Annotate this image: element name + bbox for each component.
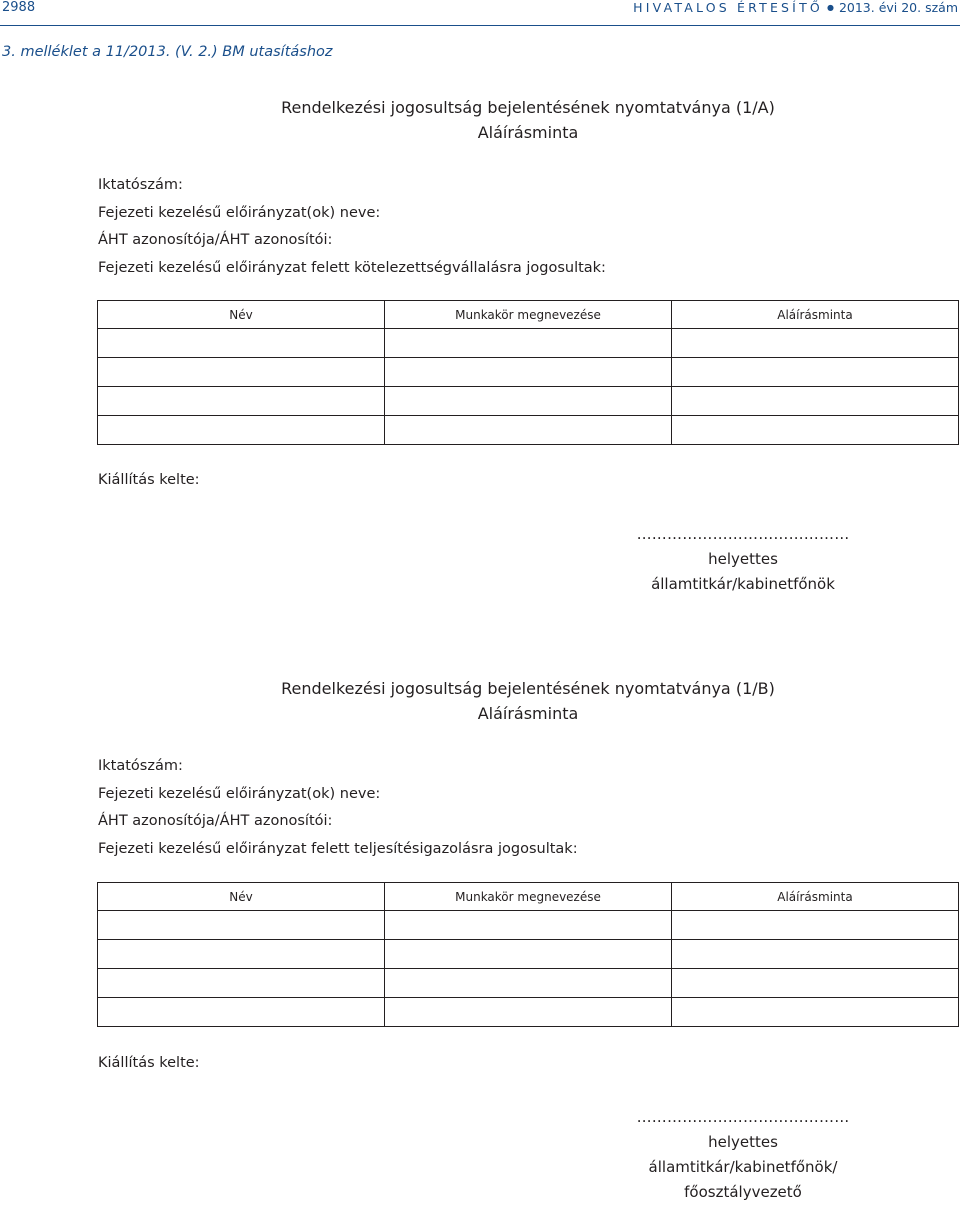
signatory-title-line: főosztályvezető (684, 1183, 802, 1201)
table-row (98, 969, 959, 998)
table-cell[interactable] (98, 911, 385, 940)
field-eloiranyzat-neve: Fejezeti kezelésű előirányzat(ok) neve: (98, 204, 381, 221)
table-cell[interactable] (672, 969, 959, 998)
table-row (98, 358, 959, 387)
table-cell[interactable] (672, 911, 959, 940)
column-header-alairasminta: Aláírásminta (672, 883, 959, 911)
table-cell[interactable] (672, 940, 959, 969)
table-cell[interactable] (98, 416, 385, 445)
form-b-issue-date-label: Kiállítás kelte: (98, 1055, 200, 1071)
form-b-signature-block (612, 1105, 874, 1205)
table-cell[interactable] (672, 998, 959, 1027)
form-b-subtitle: Aláírásminta (477, 704, 579, 723)
page-number: 2988 (2, 0, 36, 15)
form-b-signature-table (97, 882, 959, 1027)
form-a-signature-table (97, 300, 959, 445)
field-aht-azonosito: ÁHT azonosítója/ÁHT azonosítói: (98, 232, 333, 248)
field-eloiranyzat-neve: Fejezeti kezelésű előirányzat(ok) neve: (98, 785, 381, 802)
form-b-fields (98, 753, 578, 863)
table-cell[interactable] (98, 940, 385, 969)
column-header-alairasminta: Aláírásminta (672, 301, 959, 329)
table-cell[interactable] (385, 329, 672, 358)
column-header-nev: Név (98, 301, 385, 329)
table-cell[interactable] (98, 329, 385, 358)
table-cell[interactable] (385, 911, 672, 940)
table-row (98, 998, 959, 1027)
table-cell[interactable] (385, 969, 672, 998)
table-cell[interactable] (98, 998, 385, 1027)
table-cell[interactable] (385, 387, 672, 416)
column-header-munkakor: Munkakör megnevezése (385, 883, 672, 911)
field-jogosultak: Fejezeti kezelésű előirányzat felett kötelezettségvállalásra jogosultak: (98, 259, 606, 276)
table-cell[interactable] (672, 329, 959, 358)
field-jogosultak: Fejezeti kezelésű előirányzat felett teljesítésigazolásra jogosultak: (98, 840, 578, 857)
journal-header (633, 0, 958, 16)
header-divider (0, 25, 960, 26)
column-header-munkakor: Munkakör megnevezése (385, 301, 672, 329)
signatory-title-line: helyettes (708, 1133, 778, 1151)
form-a-fields (98, 172, 606, 282)
issue-number: 2013. évi 20. szám (838, 0, 958, 15)
table-cell[interactable] (98, 358, 385, 387)
column-header-nev: Név (98, 883, 385, 911)
table-cell[interactable] (672, 416, 959, 445)
table-cell[interactable] (98, 969, 385, 998)
table-row (98, 911, 959, 940)
signatory-title-line: államtitkár/kabinetfőnök/ (648, 1158, 838, 1176)
annex-title: 3. melléklet a 11/2013. (V. 2.) BM utasításhoz (2, 44, 333, 60)
signatory-title-line: helyettes (708, 550, 778, 568)
journal-name: HIVATALOS ÉRTESÍTŐ (633, 0, 823, 15)
table-cell[interactable] (385, 940, 672, 969)
table-row (98, 329, 959, 358)
bullet-icon: ● (826, 3, 834, 12)
form-a-issue-date-label: Kiállítás kelte: (98, 472, 200, 488)
field-iktatoszam: Iktatószám: (98, 177, 183, 193)
form-b-title: Rendelkezési jogosultság bejelentésének nyomtatványa (1/B) (281, 679, 775, 698)
form-a-signature-block (612, 522, 874, 597)
table-cell[interactable] (672, 358, 959, 387)
table-row (98, 416, 959, 445)
table-cell[interactable] (98, 387, 385, 416)
field-iktatoszam: Iktatószám: (98, 758, 183, 774)
table-header-row (98, 883, 959, 911)
table-cell[interactable] (385, 998, 672, 1027)
form-a-subtitle: Aláírásminta (477, 123, 579, 142)
table-row (98, 940, 959, 969)
field-aht-azonosito: ÁHT azonosítója/ÁHT azonosítói: (98, 813, 333, 829)
table-header-row (98, 301, 959, 329)
signature-line: …………………………………… (636, 1108, 850, 1126)
table-cell[interactable] (672, 387, 959, 416)
signature-line: …………………………………… (636, 525, 850, 543)
form-a-title: Rendelkezési jogosultság bejelentésének nyomtatványa (1/A) (281, 98, 775, 117)
table-row (98, 387, 959, 416)
signatory-title-line: államtitkár/kabinetfőnök (651, 575, 835, 593)
table-cell[interactable] (385, 358, 672, 387)
table-cell[interactable] (385, 416, 672, 445)
